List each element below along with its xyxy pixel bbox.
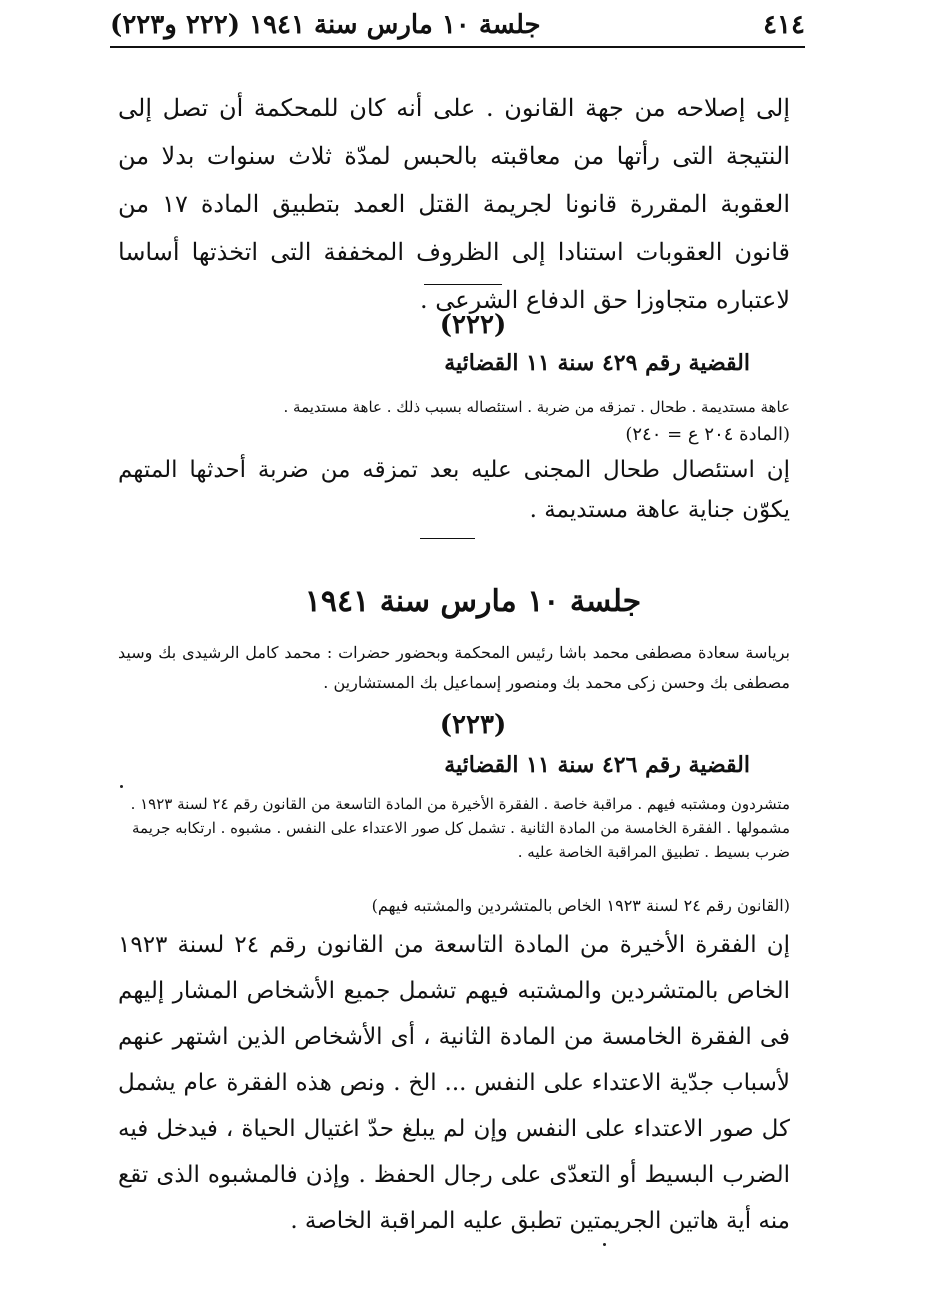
case-223-number: (٢٢٣) bbox=[439, 710, 507, 740]
case-222-number: (٢٢٢) bbox=[439, 310, 507, 340]
page-number: ٤١٤ bbox=[763, 10, 805, 40]
case-223-reference: (القانون رقم ٢٤ لسنة ١٩٢٣ الخاص بالمتشردين والمشتبه فيهم) bbox=[371, 896, 790, 915]
section-divider bbox=[424, 284, 502, 285]
page-header bbox=[110, 4, 805, 48]
scan-speck bbox=[603, 1243, 606, 1246]
case-223-title: القضية رقم ٤٢٦ سنة ١١ القضائية bbox=[444, 752, 750, 778]
case-222-keywords: عاهة مستديمة . طحال . تمزقه من ضربة . استئصاله بسبب ذلك . عاهة مستديمة . bbox=[283, 398, 790, 416]
case-222-ruling: إن استئصال طحال المجنى عليه بعد تمزقه من ضربة أحدثها المتهم يكوّن جناية عاهة مستديمة . bbox=[118, 457, 790, 523]
case-222-title: القضية رقم ٤٢٩ سنة ١١ القضائية bbox=[444, 350, 750, 376]
intro-paragraph: إلى إصلاحه من جهة القانون . على أنه كان للمحكمة أن تصل إلى النتيجة التى رأتها من معاقبته بالحبس لمدّة ثلاث سنوات بدلا من العقوبة المقررة قانونا لجريمة القتل العمد بتطبيق المادة ١٧ من قانون العقوبات استنادا إلى الظروف المخففة التى اتخذتها أساسا لاعتباره متجاوزا حق الدفاع الشرعى . bbox=[118, 94, 790, 314]
case-223-ruling: إن الفقرة الأخيرة من المادة التاسعة من القانون رقم ٢٤ لسنة ١٩٢٣ الخاص بالمتشردين والمشتبه فيهم تشمل جميع الأشخاص المشار إليهم فى الفقرة الخامسة من المادة الثانية ، أى الأشخاص الذين اشتهر عنهم لأسباب جدّية الاعتداء على النفس ... الخ . ونص هذه الفقرة عام يشمل كل صور الاعتداء على النفس وإن لم يبلغ حدّ اغتيال الحياة ، فيدخل فيه الضرب البسيط أو التعدّى على رجال الحفظ . وإذن فالمشبوه الذى تقع منه أية هاتين الجريمتين تطبق عليه المراقبة الخاصة . bbox=[118, 932, 791, 1234]
session-presidency: برياسة سعادة مصطفى محمد باشا رئيس المحكمة وبحضور حضرات : محمد كامل الرشيدى بك وسيد مصطفى بك وحسن زكى محمد بك ومنصور إسماعيل بك المستشارين . bbox=[118, 643, 790, 692]
scan-speck bbox=[120, 785, 123, 788]
case-222-reference: (المادة ٢٠٤ ع = ٢٤٠) bbox=[625, 424, 790, 445]
running-title: جلسة ١٠ مارس سنة ١٩٤١ (٢٢٢ و٢٢٣) bbox=[110, 10, 541, 40]
case-223-keywords: متشردون ومشتبه فيهم . مراقبة خاصة . الفقرة الأخيرة من المادة التاسعة من القانون رقم ٢٤ لسنة ١٩٢٣ . مشمولها . الفقرة الخامسة من المادة الثانية . تشمل كل صور الاعتداء على النفس . مشبوه . ارتكابه جريمة ضرب بسيط . تطبيق المراقبة الخاصة عليه . bbox=[130, 795, 790, 861]
session-title: جلسة ١٠ مارس سنة ١٩٤١ bbox=[304, 584, 642, 619]
section-divider bbox=[420, 538, 475, 539]
